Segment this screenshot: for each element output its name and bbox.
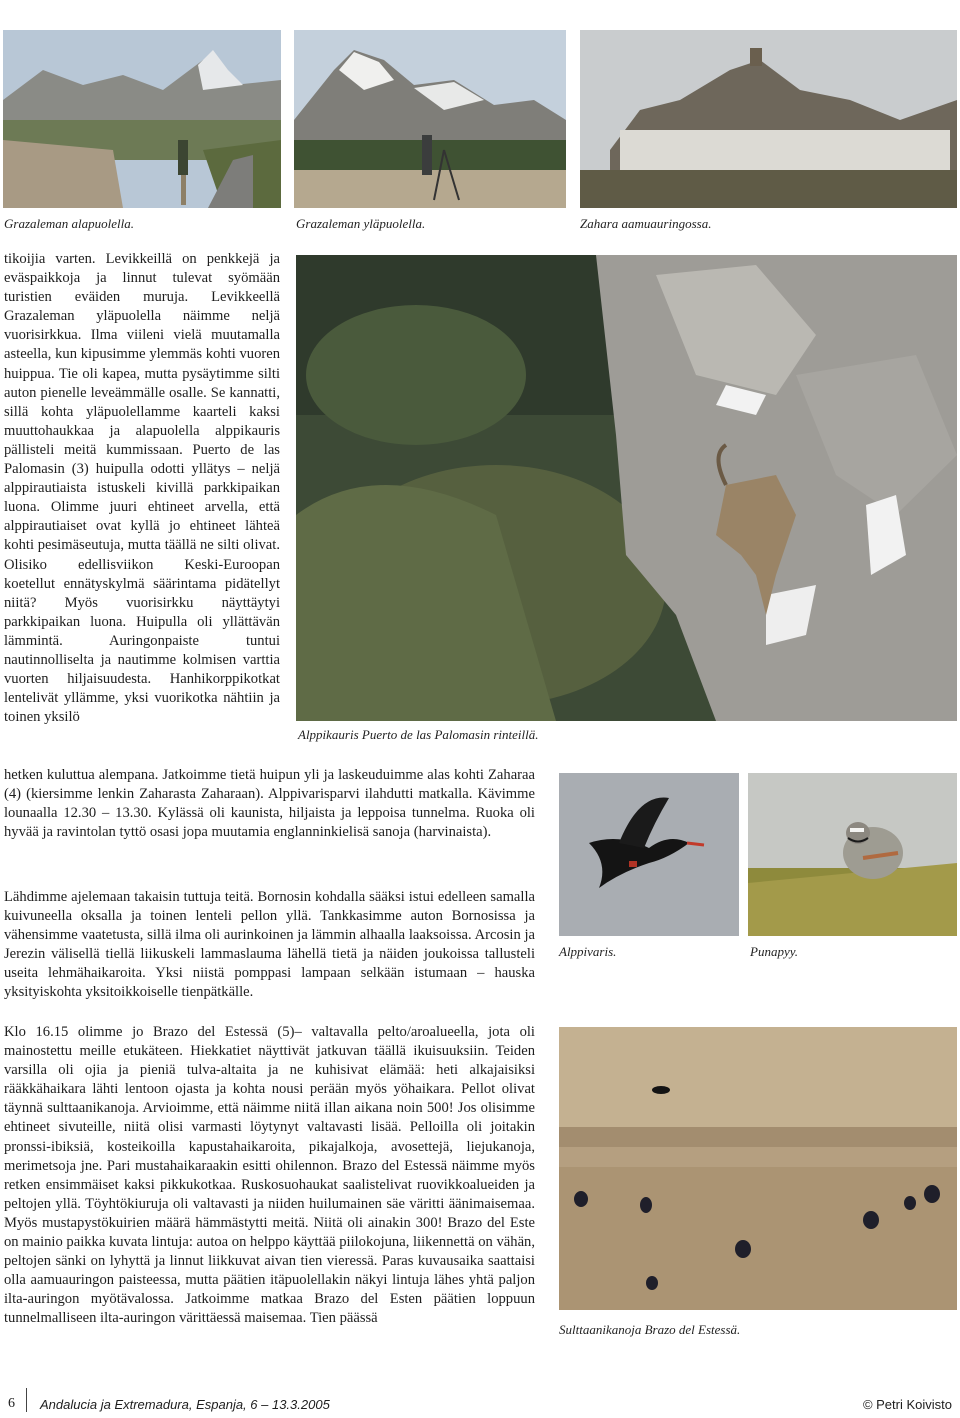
text-paragraph-2: Lähdimme ajelemaan takaisin tuttuja teitä. Bornosin kohdalla sääksi istui edelleen samalla kuivuneella oksalla ja toinen lenteli pellon yllä. Tankkasimme auton Bornosissa ja vähensimme vaatetusta, sillä ilma oli aurinkoinen ja lämmin alhaalla laaksoissa. Arcosin ja Jerezin välisellä tiellä liikuskeli lammaslauma lähellä tietä ja näiden joukoissa tallusteli useita lehmähaikaroita. Yksi niistä pomppasi lampaan selkään istumaan – hauska yksityiskohta yksitoikkoiselle tienpätkälle. (4, 889, 535, 1001)
photo-grazalema-below (3, 30, 281, 208)
page-number: 6 (8, 1396, 15, 1411)
caption-chough: Alppivaris. (559, 944, 617, 959)
caption-ibex: Alppikauris Puerto de las Palomasin rinteillä. (298, 727, 539, 742)
text-paragraph-3: Klo 16.15 olimme jo Brazo del Estessä (5)– valtavalla pelto/aroalueella, jota oli mainostettu meille etukäteen. Hiekkatiet näyttivät jatkuvan täällä ikuisuuksiin. Teiden varsilla oli ojia ja pieniä tulva-altaita ja ne kuhisivat elämää: heti alkajaisiksi rääkkähaikara lähti lentoon ojasta ja kohta nousi perään myös yöhaikara. Pellot olivat täynnä sulttaanikanoja. Arvioimme, että näimme niitä illan aikana noin 500! Jos olisimme ehtineet sivuteille, niitä olisi varmasti löytynyt valtavasti lisää. Pelloilla oli joitakin pronssi-ibiksiä, kosteikoilla kapustahaikaroita, pikajalkoja, avosettejä, liejukanoja, merimetsoja jne. Pari mustahaikaraakin esitti ohilennon. Brazo del Estessä näimme myös retken ensimmäiset kaksi pikkukotkaa. Ruskosuohaukat saalistelivat ruovikkoalueiden ja peltojen yllä. Töyhtökiuruja oli valtavasti ja niiden huilumainen säe väritti äänimaisemaa. Myös mustapystökuirien määrä hämmästytti meitä. Niitä oli ainakin 300! Brazo del Este on mainio paikka kuvata lintuja: autoa on helppo käyttää piilokojuna, liikennettä on vähän, peltojen sänki on lyhyttä ja linnut liikkuvat aivan tien vieressä. Paras kuvausaika saattaisi olla aamuauringon paisteessa, mutta päätien itäpuolellakin näkyi lintuja lähes yhtä paljon ilta-auringon myötävalossa. Jatkoimme matkaa Brazo del Esten päätien loppuun tunnelmalliseen ilta-auringon värittäessä maisemaa. Tien päässä (4, 1024, 535, 1327)
caption-grazalema-below: Grazaleman alapuolella. (4, 216, 134, 231)
caption-zahara: Zahara aamuauringossa. (580, 216, 712, 231)
photo-grazalema-above (294, 30, 566, 208)
photo-ibex (296, 255, 957, 721)
photo-zahara (580, 30, 957, 208)
footer-credit: © Petri Koivisto (862, 1397, 952, 1412)
caption-swamphens: Sulttaanikanoja Brazo del Estessä. (559, 1322, 741, 1337)
text-continuation: hetken kuluttua alempana. Jatkoimme tietä huipun yli ja laskeuduimme alas kohti Zaharaa (4) (kiersimme lenkin Zaharasta Zaharaan). Alppivarisparvi ilahdutti matkalla. Kävimme lounaalla 12.30 – 13.30. Kylässä oli kaunista, hiljaista ja leppoisa tunnelma. Ruoka oli hyvää ja ravintolan tyttö osasi jopa muutamia englanninkielisä sanoja (harvinaista). (4, 767, 535, 841)
caption-partridge: Punapyy. (750, 944, 799, 959)
photo-partridge (748, 773, 957, 936)
footer-divider (26, 1388, 27, 1412)
caption-grazalema-above: Grazaleman yläpuolella. (296, 216, 426, 231)
text-narrow-column: tikoijia varten. Levikkeillä on penkkejä ja eväspaikkoja ja linnut tulevat syömään turistien eväiden muruja. Levikkeellä Grazaleman yläpuolella näimme neljä vuorisirkkua. Ilma viileni vielä muutamalla asteella, kun kipusimme ylemmäs kohti vuoren huippua. Tie oli kapea, mutta pysäytimme silti auton pienelle leveämmälle osalle. Se kannatti, sillä kohta yläpuolellamme kaarteli kaksi muuttohaukkaa ja alapuolella alppikauris pällisteli meitä kummissaan. Puerto de las Palomasin (3) huipulla odotti yllätys – neljä alppirautiaista istuskeli kivillä parkkipaikan luona. Olimme juuri ehtineet arvella, että alppirautiaiset ovat kyllä jo ehtineet lähteä kohti pesimäseutuja, mutta täällä ne silti olivat. Olisiko edellisviikon Keski-Euroopan koetellut ennätyskylmä säärintama pidätellyt niitä? Myös vuorisirkku näyttäytyi parkkipaikan luona. Huipulla oli yllättävän lämmintä. Auringonpaiste tuntui nautinnolliselta ja nautimme kolmisen varttia vuorten hiljaisuudesta. Hanhikorppikotkat lentelivät yllämme, yksi vuorikotka nähtiin ja toinen yksilö (4, 251, 280, 726)
footer-title: Andalucia ja Extremadura, Espanja, 6 – 13.3.2005 (40, 1397, 330, 1412)
photo-chough (559, 773, 739, 936)
photo-swamphens (559, 1027, 957, 1310)
